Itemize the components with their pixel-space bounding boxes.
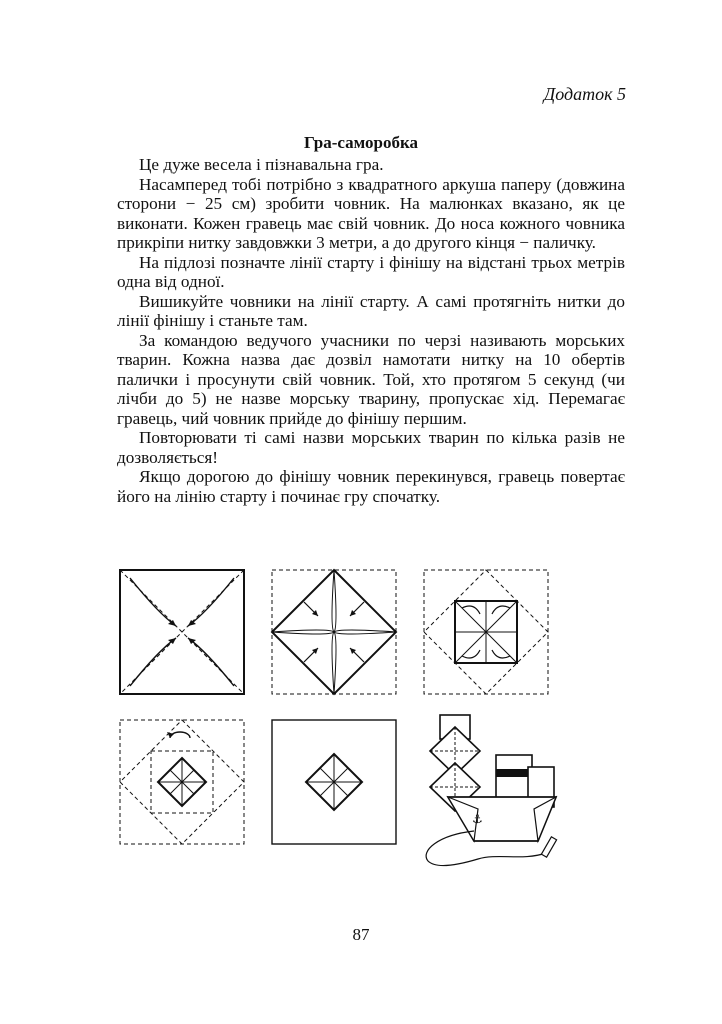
page-title: Гра-саморобка — [304, 133, 418, 152]
fold-step-3-figure — [422, 568, 550, 696]
paragraph: Насамперед тобі потрібно з квадратного аркуша паперу (довжина сторони − 25 см) зробити човник. На малюнках вказано, як це виконати. Кожен гравець має свій човник. До носа кожного човника прикріпи нитку завдовжки 3 метри, а до другого кінця − паличку. — [117, 174, 625, 252]
fold-step-5-figure — [270, 718, 398, 846]
fold-step-2-figure — [270, 568, 398, 696]
paper-boat-figure — [418, 711, 568, 871]
svg-text:⚓: ⚓ — [472, 812, 483, 826]
paragraph: Повторювати ті самі назви морських тварин по кілька разів не дозволяється! — [117, 428, 625, 467]
folding-instructions — [112, 563, 572, 883]
page-number: 87 — [352, 925, 370, 944]
paragraph: Якщо дорогою до фінішу човник перекинувся, гравець повертає його на лінію старту і починає гру спочатку. — [117, 467, 625, 506]
body-text — [117, 155, 625, 506]
fold-step-1-figure — [118, 568, 246, 696]
paragraph: Вишикуйте човники на лінії старту. А самі протягніть нитки до лінії фінішу і станьте там. — [117, 291, 625, 330]
paragraph: На підлозі позначте лінії старту і фінішу на відстані трьох метрів одна від одної. — [117, 252, 625, 291]
appendix-label: Додаток 5 — [543, 84, 626, 104]
paragraph: Це дуже весела і пізнавальна гра. — [139, 155, 384, 174]
paragraph: За командою ведучого учасники по черзі називають морських тварин. Кожна назва дає дозвіл намотати нитку на 10 обертів палички і просунути свій човник. Той, хто протягом 5 секунд (чи лічби до 5) не назве морську тварину, пропускає хід. Перемагає гравець, чий човник прийде до фінішу першим. — [117, 330, 625, 428]
fold-step-4-figure — [118, 718, 246, 846]
